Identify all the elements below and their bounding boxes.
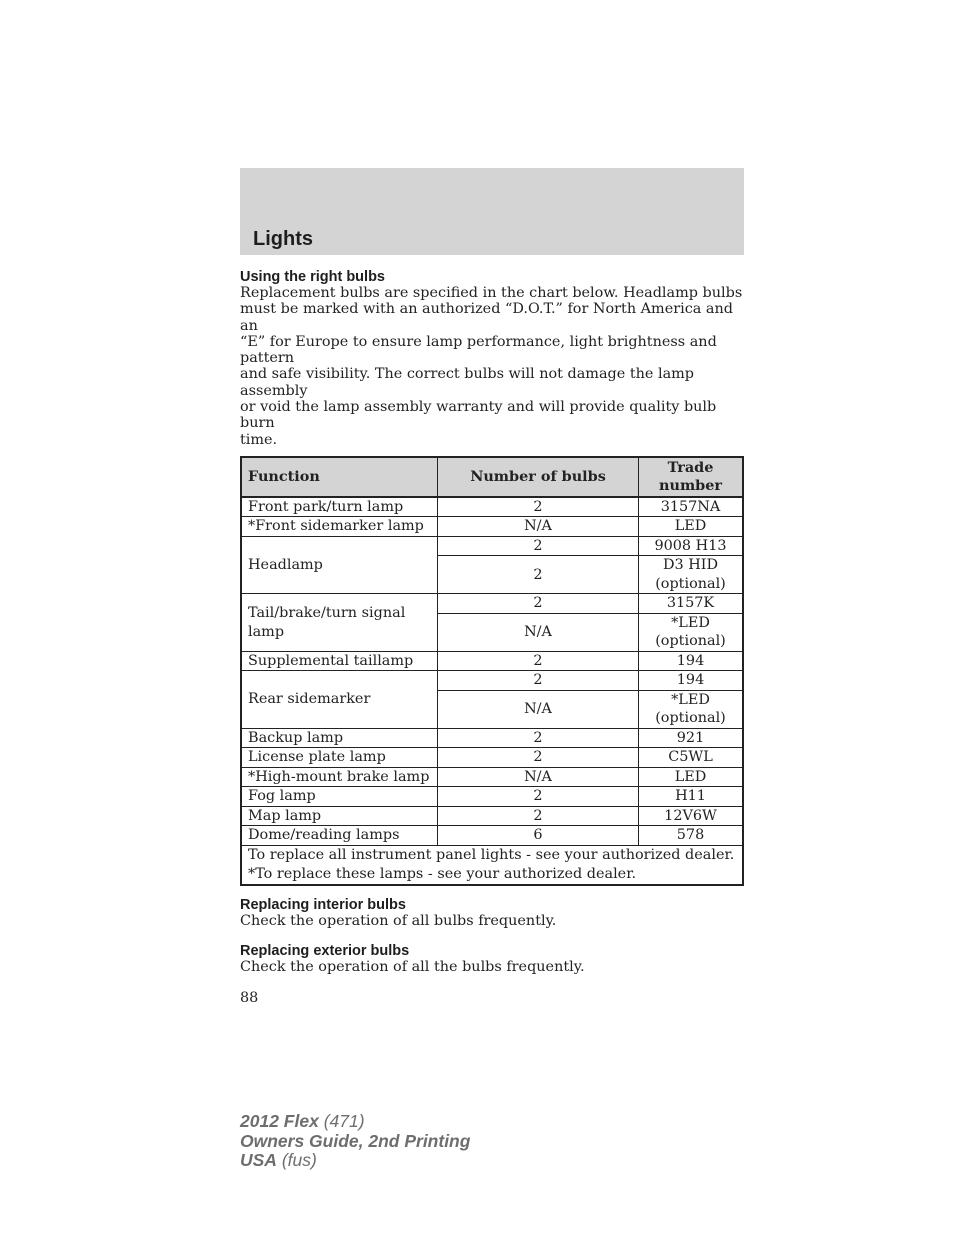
cell-function: Tail/brake/turn signal lamp bbox=[241, 594, 438, 652]
table-notes-row bbox=[241, 845, 743, 885]
footer-line-region bbox=[240, 1151, 470, 1171]
table-row bbox=[241, 767, 743, 787]
page-content bbox=[240, 266, 744, 1006]
cell-function: Dome/reading lamps bbox=[241, 826, 438, 846]
cell-trade: C5WL bbox=[639, 748, 744, 768]
intro-heading: Using the right bulbs bbox=[240, 269, 385, 285]
table-row bbox=[241, 787, 743, 807]
table-row bbox=[241, 651, 743, 671]
cell-trade-line: (optional) bbox=[655, 710, 726, 727]
footer-region: USA bbox=[240, 1150, 277, 1170]
cell-trade: 921 bbox=[639, 728, 744, 748]
cell-number: 6 bbox=[438, 826, 639, 846]
cell-trade bbox=[639, 690, 744, 728]
cell-number: N/A bbox=[438, 690, 639, 728]
cell-trade: H11 bbox=[639, 787, 744, 807]
exterior-heading: Replacing exterior bulbs bbox=[240, 943, 410, 960]
table-note: To replace all instrument panel lights - see your authorized dealer. bbox=[248, 846, 735, 863]
cell-function: Backup lamp bbox=[241, 728, 438, 748]
cell-trade: LED bbox=[639, 767, 744, 787]
section-header-band bbox=[240, 168, 744, 255]
intro-line: Replacement bulbs are specified in the chart below. Headlamp bulbs bbox=[240, 285, 743, 301]
cell-number: 2 bbox=[438, 671, 639, 691]
table-row bbox=[241, 536, 743, 556]
cell-number: 2 bbox=[438, 728, 639, 748]
intro-line: or void the lamp assembly warranty and will provide quality bulb burn bbox=[240, 399, 717, 432]
cell-trade: 194 bbox=[639, 651, 744, 671]
cell-function: License plate lamp bbox=[241, 748, 438, 768]
table-row bbox=[241, 826, 743, 846]
cell-function: *Front sidemarker lamp bbox=[241, 517, 438, 537]
cell-function: Headlamp bbox=[241, 536, 438, 594]
interior-paragraph: Check the operation of all bulbs frequently. bbox=[240, 912, 557, 929]
cell-trade-line: D3 HID bbox=[662, 557, 719, 574]
intro-line: time. bbox=[240, 431, 278, 448]
cell-trade: 578 bbox=[639, 826, 744, 846]
footer-guide: Owners Guide, 2nd Printing bbox=[240, 1130, 471, 1151]
table-notes bbox=[241, 845, 743, 885]
cell-number: 2 bbox=[438, 556, 639, 594]
table-header-row bbox=[241, 457, 743, 497]
cell-number: N/A bbox=[438, 517, 639, 537]
footer-code: (471) bbox=[323, 1111, 365, 1131]
cell-trade: 12V6W bbox=[639, 806, 744, 826]
cell-trade: 194 bbox=[639, 671, 744, 691]
cell-number: 2 bbox=[438, 806, 639, 826]
bulb-table bbox=[240, 456, 744, 886]
cell-number: 2 bbox=[438, 748, 639, 768]
table-row bbox=[241, 728, 743, 748]
cell-function: Map lamp bbox=[241, 806, 438, 826]
cell-number: 2 bbox=[438, 536, 639, 556]
header-trade: Trade number bbox=[639, 457, 744, 497]
cell-function: Supplemental taillamp bbox=[241, 651, 438, 671]
cell-trade: 3157K bbox=[639, 594, 744, 614]
intro-line: and safe visibility. The correct bulbs will not damage the lamp assembly bbox=[240, 366, 695, 399]
cell-trade-line: (optional) bbox=[655, 575, 726, 592]
cell-trade-line: (optional) bbox=[655, 633, 726, 650]
intro-paragraph bbox=[240, 285, 744, 448]
intro-line: must be marked with an authorized “D.O.T.” for North America and an bbox=[240, 301, 733, 334]
cell-number: 2 bbox=[438, 787, 639, 807]
document-footer bbox=[240, 1112, 470, 1171]
exterior-paragraph: Check the operation of all the bulbs frequently. bbox=[240, 959, 585, 976]
cell-function: Front park/turn lamp bbox=[241, 497, 438, 517]
cell-function: Rear sidemarker bbox=[241, 671, 438, 729]
cell-function: Fog lamp bbox=[241, 787, 438, 807]
table-row bbox=[241, 517, 743, 537]
table-row bbox=[241, 806, 743, 826]
footer-region-code: (fus) bbox=[281, 1150, 317, 1170]
cell-trade bbox=[639, 613, 744, 651]
table-row bbox=[241, 594, 743, 614]
table-note: *To replace these lamps - see your authorized dealer. bbox=[248, 865, 637, 882]
cell-function: *High-mount brake lamp bbox=[241, 767, 438, 787]
cell-number: 2 bbox=[438, 594, 639, 614]
header-function: Function bbox=[241, 457, 438, 497]
table-row bbox=[241, 671, 743, 691]
cell-trade bbox=[639, 556, 744, 594]
cell-trade-line: *LED bbox=[671, 614, 710, 631]
cell-trade: LED bbox=[639, 517, 744, 537]
cell-number: 2 bbox=[438, 497, 639, 517]
cell-number: N/A bbox=[438, 613, 639, 651]
page-number: 88 bbox=[240, 989, 259, 1006]
table-row bbox=[241, 748, 743, 768]
cell-trade: 9008 H13 bbox=[639, 536, 744, 556]
cell-trade: 3157NA bbox=[639, 497, 744, 517]
footer-model: 2012 Flex bbox=[240, 1111, 319, 1131]
cell-trade-line: *LED bbox=[671, 691, 710, 708]
interior-heading: Replacing interior bulbs bbox=[240, 896, 406, 913]
cell-number: 2 bbox=[438, 651, 639, 671]
cell-number: N/A bbox=[438, 767, 639, 787]
footer-line-model bbox=[240, 1112, 470, 1132]
intro-line: “E” for Europe to ensure lamp performance, light brightness and pattern bbox=[240, 333, 717, 367]
table-row bbox=[241, 497, 743, 517]
footer-line-guide bbox=[240, 1132, 470, 1152]
section-title: Lights bbox=[253, 228, 313, 250]
header-number: Number of bulbs bbox=[438, 457, 639, 497]
